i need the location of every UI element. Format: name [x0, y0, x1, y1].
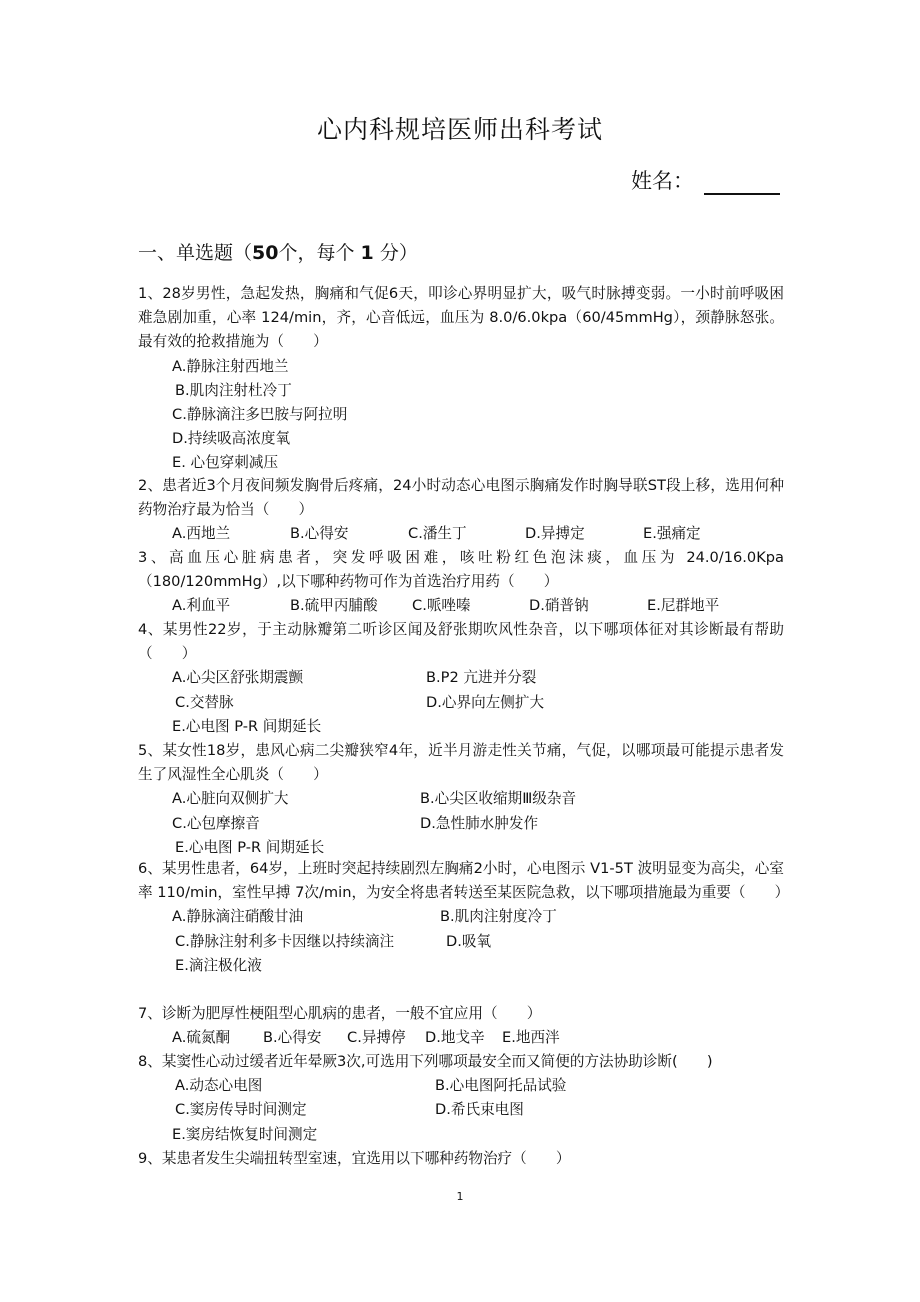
section-heading-prefix: 一、单选题（: [138, 242, 253, 264]
option-e: E. 心包穿刺减压: [172, 454, 279, 472]
question-text: 2、患者近3个月夜间频发胸骨后疼痛，24小时动态心电图示胸痛发作时胸导联ST段上移，选用何种药物治疗最为恰当（ ）: [138, 477, 784, 519]
option-row: [138, 905, 784, 929]
option-row: [138, 1123, 784, 1147]
question-2: [138, 474, 784, 547]
option-b: B.P2 亢进并分裂: [426, 669, 537, 687]
question-text: 1、28岁男性，急起发热，胸痛和气促6天，叩诊心界明显扩大，吸气时脉搏变弱。一小时前呼吸困难急剧加重，心率 124/min，齐，心音低远，血压为 8.0/6.0kpa（60/45mmHg），颈静脉怒张。最有效的抢救措施为（ ）: [138, 285, 784, 351]
option-row: [138, 522, 784, 546]
option-a: A.硫氮酮: [172, 1029, 231, 1047]
question-text: 9、某患者发生尖端扭转型室速，宜选用以下哪种药物治疗（ ）: [138, 1150, 571, 1167]
question-text: 8、某窦性心动过缓者近年晕厥3次,可选用下列哪项最安全而又简便的方法协助诊断( ): [138, 1053, 713, 1070]
option-a: A.动态心电图: [175, 1077, 263, 1095]
question-text: 7、诊断为肥厚性梗阻型心肌病的患者，一般不宜应用（ ）: [138, 1005, 542, 1022]
option-c: C.静脉注射利多卡因继以持续滴注: [175, 932, 395, 950]
option-a: A.心脏向双侧扩大: [172, 790, 289, 808]
option-e: E.心电图 P-R 间期延长: [175, 838, 325, 856]
question-text: 6、某男性患者，64岁，上班时突起持续剧烈左胸痛2小时，心电图示 V1-5T 波明显变为高尖，心室率 110/min，室性早搏 7次/min，为安全将患者转送至某医院急救，以下哪项措施最为重要（ ）: [138, 860, 790, 902]
question-4: [138, 618, 784, 739]
option-d: D.吸氧: [446, 932, 492, 950]
option-d: D.地戈辛: [425, 1029, 485, 1047]
option-row: [138, 787, 784, 811]
option-row: [138, 715, 784, 739]
question-text: 4、某男性22岁，于主动脉瓣第二听诊区闻及舒张期吹风性杂音，以下哪项体征对其诊断最有帮助（ ）: [138, 621, 784, 663]
option-c: C.静脉滴注多巴胺与阿拉明: [172, 406, 348, 424]
option-row: [138, 594, 784, 618]
option-c: C.心包摩擦音: [172, 814, 260, 832]
option-b: B.肌肉注射度冷丁: [440, 908, 557, 926]
option-row: [138, 1098, 784, 1122]
question-3: [138, 546, 784, 619]
page-number: 1: [456, 1190, 464, 1203]
option-c: C.哌唑嗪: [412, 597, 471, 615]
option-b: B.心得安: [263, 1029, 322, 1047]
option-row: [138, 930, 784, 954]
option-e: E.窦房结恢复时间测定: [172, 1125, 318, 1143]
option-d: D.硝普钠: [529, 597, 589, 615]
option-b: B.心得安: [290, 525, 349, 543]
option-b: B.肌肉注射杜冷丁: [175, 381, 292, 399]
name-field: [631, 165, 780, 195]
option-d: D.异搏定: [525, 525, 585, 543]
question-5: [138, 739, 784, 860]
option-a: A.利血平: [172, 597, 231, 615]
name-label: 姓名：: [631, 169, 694, 193]
question-1: [138, 282, 784, 476]
option-row: [138, 427, 784, 451]
question-text: 5、某女性18岁，患风心病二尖瓣狭窄4年，近半月游走性关节痛，气促，以哪项最可能提示患者发生了风湿性全心肌炎（ ）: [138, 742, 784, 784]
option-e: E.滴注极化液: [175, 956, 262, 974]
option-row: [138, 812, 784, 836]
option-row: [138, 403, 784, 427]
option-d: D.希氏束电图: [435, 1101, 524, 1119]
option-c: C.窦房传导时间测定: [175, 1101, 307, 1119]
exam-title: 心内科规培医师出科考试: [316, 115, 603, 144]
section-heading-suffix: 分）: [379, 242, 418, 264]
question-6: [138, 857, 790, 978]
section-heading-mid: 个，每个: [278, 242, 355, 264]
option-e: E.地西泮: [502, 1029, 560, 1047]
option-row: [138, 691, 784, 715]
option-a: A.心尖区舒张期震颤: [172, 669, 304, 687]
option-c: C.交替脉: [175, 693, 234, 711]
option-row: [138, 1026, 784, 1050]
option-d: D.心界向左侧扩大: [426, 693, 545, 711]
option-row: [138, 451, 784, 475]
name-blank-line[interactable]: [704, 171, 780, 195]
option-b: B.硫甲丙脯酸: [290, 597, 378, 615]
option-b: B.心电图阿托品试验: [435, 1077, 567, 1095]
option-e: E.心电图 P-R 间期延长: [172, 717, 322, 735]
option-d: D.急性肺水肿发作: [420, 814, 539, 832]
points-each: 1: [360, 242, 374, 264]
question-8: [138, 1050, 784, 1147]
option-a: A.静脉注射西地兰: [172, 357, 289, 375]
option-a: A.静脉滴注硝酸甘油: [172, 908, 304, 926]
option-c: C.潘生丁: [408, 525, 467, 543]
option-b: B.心尖区收缩期Ⅲ级杂音: [420, 790, 577, 808]
option-row: [138, 954, 784, 978]
option-e: E.尼群地平: [647, 597, 720, 615]
option-row: [138, 355, 784, 379]
question-7: [138, 1002, 784, 1050]
option-row: [138, 666, 784, 690]
option-row: [138, 1074, 784, 1098]
option-e: E.强痛定: [643, 525, 701, 543]
question-9: [138, 1147, 784, 1171]
option-a: A.西地兰: [172, 525, 231, 543]
question-count: 50: [252, 242, 279, 264]
question-text: 3、高血压心脏病患者，突发呼吸困难，咳吐粉红色泡沫痰，血压为 24.0/16.0Kpa（180/120mmHg）,以下哪种药物可作为首选治疗用药（ ）: [138, 549, 784, 591]
option-c: C.异搏停: [347, 1029, 406, 1047]
option-row: [138, 379, 784, 403]
section-heading: [138, 238, 418, 265]
option-d: D.持续吸高浓度氧: [172, 430, 291, 448]
